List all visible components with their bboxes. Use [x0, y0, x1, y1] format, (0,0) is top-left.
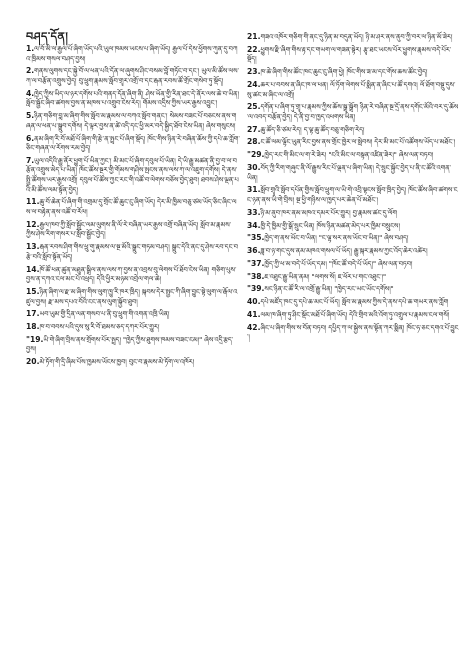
entry-text: བོད་ཀྱི་རིག་གཞུང་ནི་ལོ་རྒྱུས་རིང་པོ་ལྡན་པ་ཞིག་ཡིན། དེ་སྲུང་སྐྱོང་བྱེད་པ་ནི་ང་ཚོའི་འགན་ཡིན། — [247, 164, 452, 182]
numbered-entry — [26, 322, 240, 333]
entry-number: 40. — [247, 297, 261, 307]
numbered-entry — [26, 134, 240, 154]
numbered-entry — [247, 297, 459, 308]
entry-text: སློབ་གྲྭའི་སློབ་དཔོན་གྱིས་སློབ་ཕྲུག་ལ་ཡི་གེ་འབྲི་སྟངས་སློབ་ཁྲིད་བྱེད། ཁོང་ཚོས་ཞིབ་ཚགས་ངང་ཉན་ནས་ཡི་གེ་བྲིས། སྔ་ཕྱི་གཉིས་ལ་ཁྱད་པར་ཆེན་པོ་མཐོང་། — [247, 186, 458, 204]
numbered-entry — [247, 246, 459, 257]
numbered-entry — [247, 310, 459, 321]
entry-text: ཉིན་གཅིག་བླ་མ་ཞིག་གིས་སློབ་མ་རྣམས་ལ་བཀའ་སློབ་གནང་། སེམས་བཟང་པོ་བཅངས་ནས་གཞན་ལ་ཕན་པ་སྒྲུབ་དགོས། དེ་ལྟར་བྱས་ན་ཚེ་འདི་དང་ཕྱི་མར་བདེ་སྐྱིད་ཐོབ་ངེས་ཡིན། ཞེས་གསུངས། — [26, 112, 237, 130]
entry-number: 28. — [247, 137, 261, 147]
numbered-entry — [247, 272, 459, 283]
entry-number: 27. — [247, 124, 261, 134]
numbered-entry — [26, 309, 240, 320]
entry-number: 31. — [247, 185, 261, 195]
entry-number: "29. — [247, 150, 265, 160]
entry-number: 17. — [26, 309, 40, 319]
entry-text: རྒན་རབས་ཤིག་གིས་ཕྲུ་གུ་རྣམས་ལ་སྔ་མོའི་སྒྲུང་གཏམ་བཤད། སྒྲུང་དེའི་ནང་དུ་ཤེས་རབ་དང་བརྩེ་བའི་སློབ་སྟོན་ཡོད། — [26, 243, 239, 261]
entry-number: "37. — [247, 258, 265, 268]
page-title: བཤད་དོན། — [26, 30, 69, 43]
entry-text: ཉིན་ཞིག་ལ་རྫ་མ་ཞིག་གིས་ལུག་ཁྱུ་རི་ཁར་ཁྲིད། སྐབས་དེར་སྤྱང་ཀི་ཞིག་བྱུང་སྟེ་ལུག་ལ་རྒོལ་འཛུལ་བྱས། རྫ་མས་དཔའ་བོའི་ངང་ནས་ལུག་སྐྱོབ་ཐུབ། — [26, 287, 238, 306]
entry-number: 15. — [26, 286, 40, 296]
entry-text: དགོན་པ་ཞིག་ཏུ་གྲྭ་པ་རྣམས་ཀྱིས་ཆོས་སྒྲ་སྒྲོག ཉིན་རེ་བཞིན་སྔ་དྲོ་ནས་དགོང་མོའི་བར་དུ་ཆོས་ལ་འབད་བརྩོན་བྱེད། དེ་ནི་བྱ་བ་ཁྱད་འཕགས་ཡིན། — [247, 103, 459, 121]
entry-number: 21. — [247, 32, 261, 41]
entry-number: 42. — [247, 322, 261, 332]
entry-text: རྒྱལ་ཁབ་ཀྱི་སློབ་སྦྱོང་ལམ་ལུགས་ནི་ལོ་རེ་བཞིན་ཡར་རྒྱས་འགྲོ་བཞིན་ཡོད། སློབ་མ་རྣམས་ཀྱིས་ཤེས་རིག་གསར་པ་སློབ་སྦྱོང་བྱེད། — [26, 220, 232, 239]
entry-number: "38. — [247, 271, 265, 281]
numbered-entry — [247, 125, 459, 136]
numbered-entry — [26, 44, 240, 64]
entry-number: 5. — [26, 111, 35, 121]
entry-text: ཁ་ཆེ་ཞིག་གིས་ཚོང་ཁང་ཆུང་ངུ་ཞིག་ཕྱེ། ཁོང་གིས་ཟ་མ་དང་གོས་ཆས་ཚོང་བྱེད། — [260, 68, 428, 77]
entry-number: 12. — [26, 219, 40, 229]
numbered-entry — [247, 163, 459, 183]
entry-number: 23. — [247, 67, 261, 77]
numbered-entry — [247, 221, 459, 232]
numbered-entry — [26, 242, 240, 262]
entry-number: 36. — [247, 246, 261, 256]
entry-text: ཞིང་པ་ཞིག་གིས་ས་བོན་བཏབ། དཔྱིད་ཀ་ལ་སྐྱེས་ནས་སྟོན་ཀར་སྨིན། ཁོང་ཧ་ཅང་དགའ་པོ་བྱུང་། — [247, 323, 459, 342]
numbered-entry — [26, 156, 240, 195]
numbered-entry — [26, 335, 240, 355]
numbered-entry — [247, 208, 459, 219]
entry-text: ཁྱེད་ཀྱིས་ཡིད་ལ་ཉར་དགོས་པའི་གནད་དོན་ཞིག་ནི། ཤེས་ཡོན་གྱི་རིན་ཐང་དེ་ནོར་ལས་ཆེ་བ་ཡིན། སློབ་སྦྱོང་ཞིབ་ཚགས་བྱས་ན་མཁས་པ་འགྲུབ་ངེས་རེད། གོམས་འདྲིས་ཀྱིས་ཡར་རྒྱས་འབྱུང་། — [26, 89, 239, 108]
numbered-entry — [247, 185, 459, 205]
entry-text: ཁ་བ་བབས་པའི་དུས་སུ་རི་བོ་ཐམས་ཅད་དཀར་པོར་གྱུར། — [39, 323, 160, 332]
numbered-entry — [26, 66, 240, 86]
entry-text: ཁྱེད་རང་གི་མིང་ལ་ག་རེ་ཟེར། "ངའི་མིང་ལ་བསྟན་འཛིན་ཟེར།" ཞེས་ལན་བཏབ། — [264, 151, 434, 160]
entry-text: ཆར་པ་བབས་ན་ཞིང་ཁ་ལ་ཕན། ལོ་ཏོག་ལེགས་པོ་སྨིན་ན་ཞིང་པ་ཚོ་དགའ། ལོ་ཐོག་བསྡུ་དུས་སུ་ཚང་མ་ཞིང་ལ་འགྲོ། — [247, 80, 456, 99]
entry-number: 7. — [26, 155, 35, 165]
entry-number: 14. — [26, 264, 40, 274]
entry-text: ཁྱོད་ཀྱི་ཕ་མ་བདེ་པོ་ཡོད་དམ། "ཁོང་ཚོ་བདེ་པོ་ཡོད།" ཞེས་ལན་བཏབ། — [264, 259, 413, 268]
entry-text: ཡི་གེ་ཞིག་བྲིས་ནས་གྲོགས་པོར་སྤྲད། "ཁྱེད་ཀྱིས་ཐུགས་ཁམས་བཟང་ངམ།" ཞེས་འདྲི་རྩད་བྱས། — [26, 335, 234, 354]
entry-text: ཡབ་ཡུམ་གྱི་དྲིན་ལན་གསབ་པ་ནི་བུ་ཕྲུག་གི་འགན་འཁྲི་ཡིན། — [39, 310, 170, 319]
entry-text: ཕྱུགས་རྫི་ཞིག་གིས་རྟ་དང་གཡག་ལ་གཟན་སྟེར། རྩྭ་ཐང་ཡངས་པོར་ཕྱུགས་རྣམས་བདེ་པོར་སྡོད། — [247, 45, 452, 64]
entry-text: ཆུ་བོ་ཆེན་པོ་ཞིག་གི་འགྲམ་དུ་གྲོང་ཚོ་ཆུང་ངུ་ཞིག་ཡོད། དེར་མི་ཁྱིམ་བཅུ་ཙམ་ཡོད་ཅིང་ཞིང་ལས་ལ་བརྟེན་ནས་འཚོ་བ་རོལ། — [26, 198, 237, 217]
entry-text: ཁྱེད་ག་ནས་ཡོང་བ་ཡིན། "ང་ལྷ་སར་ནས་ཡོང་བ་ཡིན།" ཞེས་བཤད། — [264, 234, 409, 243]
entry-number: 2. — [26, 66, 35, 76]
entry-text: ཁྱི་དེ་ཁྱིམ་གྱི་སྒོ་སྲུང་ཡིན། ཁོས་ཉིན་མཚན་མེད་པར་ཁྱིམ་བསྲུངས། — [260, 221, 400, 230]
numbered-entry — [26, 89, 240, 109]
numbered-entry — [26, 265, 240, 285]
numbered-entry — [26, 220, 240, 240]
entry-text: ང་ཚོ་ལམ་ལྷོང་ཡུན་རིང་བྱས་ནས་གྲོང་ཁྱེར་ལ་སླེབས། དེར་མི་མང་པོ་འཚོགས་ཡོད་པ་མཐོང་། — [260, 138, 456, 147]
left-column — [26, 44, 240, 370]
entry-number: "35. — [247, 233, 265, 243]
entry-text: ལམ་ཁ་ཞིག་ཏུ་ཤིང་སྡོང་མཐོ་པོ་ཞིག་ཡོད། དེའི་གྲིབ་མའི་འོག་ཏུ་འགྲུལ་པ་རྣམས་ངལ་གསོ། — [260, 311, 450, 320]
numbered-entry — [26, 197, 240, 217]
entry-text: ནམ་ཞིག་རི་བོ་མཐོ་པོ་ཞིག་གི་རྩེ་ན་སྤྲང་པོ་ཞིག་སྡོད། ཁོང་གིས་ཉིན་རེ་བཞིན་ཆོས་ཀྱི་དཔེ་ཆ་ཀློག་ཅིང་གཞན་ལ་རོགས་རམ་བྱེད། — [26, 134, 240, 153]
entry-text: ཉི་མ་ནུབ་ཁར་ནམ་མཁའ་དམར་པོར་གྱུར། བྱ་རྣམས་ཚང་དུ་ལོག — [260, 208, 397, 217]
numbered-entry — [247, 284, 459, 295]
entry-number: "39. — [247, 284, 265, 294]
entry-number: 34. — [247, 220, 261, 230]
entry-number: 41. — [247, 310, 261, 320]
numbered-entry — [247, 67, 459, 78]
entry-text: གནས་ལུགས་དང་སྐྱེ་བོ་ལ་ཕན་པའི་དོན་ལ་ཞུགས་ཤིང་བསམ་བློ་གཏོང་བ་དང་། ཡུལ་མི་ཚོས་ལས་ཀ་ལ་བརྩོན་འགྲུས་བྱེད། བུ་ཕྲུག་རྣམས་སློབ་གྲྭར་འགྲོ་བ་དང་རྒན་རབས་ཚོ་གྲོང་གསེབ་ཏུ་སྡོད། — [26, 67, 239, 85]
entry-text: ཟླ་བ་ཉ་གང་དུས་ནམ་མཁའ་གསལ་པོ་ཡོད། རྒྱུ་སྐར་རྣམས་ཀྱང་འོད་ཆེར་འཚེར། — [260, 247, 428, 256]
entry-number: 20. — [26, 357, 40, 367]
numbered-entry — [247, 323, 459, 343]
numbered-entry — [247, 259, 459, 270]
entry-text: ཁོ་ཚོ་ཕན་ཚུན་མཐུན་སྒྲིལ་ནས་ལས་ཀ་བྱས་ན་འབྲས་བུ་ལེགས་པོ་ཐོབ་ངེས་ཡིན། གཅིག་པུས་བྱས་ན་དཀའ་ངལ་མང་པོ་འཕྲད། དེའི་ཕྱིར་མཉམ་འབྲེལ་གལ་ཆེ། — [26, 265, 237, 284]
entry-text: ཇ་འཐུང་རྒྱུ་ཡིན་ནམ། "ལགས་སོ། ཇ་ཕོར་པ་གང་འཐུང་།" — [264, 272, 386, 281]
entry-number: 11. — [26, 197, 40, 207]
entry-number: 30. — [247, 163, 261, 173]
numbered-entry — [247, 233, 459, 244]
numbered-entry — [247, 137, 459, 148]
entry-text: གཟའ་འཁོར་གཅིག་གི་ནང་དུ་ཉིན་མ་བདུན་ཡོད། ཉི་མ་ཤར་ནས་ནུབ་ཀྱི་བར་ལ་ཉིན་མོ་ཟེར། — [260, 33, 453, 41]
entry-number: 4. — [26, 88, 35, 98]
entry-text: ཡུལ་འདིའི་རྒྱུ་ནོར་ཕྱུག་པོ་ཡིན་ཀྱང་། མི་མང་པོ་ཞིག་དབུལ་པོ་ཡིན། དེ་ཡི་རྒྱུ་མཚན་ནི་བྱ་བ་ལ་བརྩོན་འགྲུས་མེད་པ་ཡིན། ཁོང་ཚོས་སྔར་གྱི་གོམས་གཤིས་སྤངས་ནས་ལས་ཀ་ལ་འཇུག་དགོས། དེ་ནས་སྤྱི་ཚོགས་ཡར་རྒྱས་འགྲོ། དབུལ་པོ་ཚོས་ཀྱང་རང་གི་འཚོ་བ་ལེགས་བཅོས་བྱེད་ཐུབ། ཐབས་ཤེས་ལྡན་པའི་མི་ཚོས་ལམ་སྟོན་བྱེད། — [26, 156, 239, 194]
entry-text: ཆུ་ཚོད་ཅི་ཙམ་རེད། ད་ལྟ་ཆུ་ཚོད་བཅུ་གཅིག་རེད། — [260, 125, 365, 134]
numbered-entry — [26, 287, 240, 307]
entry-number: 22. — [247, 44, 261, 54]
numbered-entry — [247, 150, 459, 161]
entry-number: 1. — [26, 44, 35, 53]
entry-text: ལ་བོ་མི་ལ་རྒྱལ་པོ་ཞིག་ཡོད་པའི་ཡུལ་ཁམས་ཡངས་པ་ཞིག་ཡོད། རྒྱལ་པོ་དེས་ཕྱོགས་ཀུན་དུ་བཀའ་ཁྲིམས་གསལ་བཤད་བྱས། — [26, 45, 238, 63]
entry-number: 33. — [247, 207, 261, 217]
entry-number: 13. — [26, 242, 40, 252]
numbered-entry — [247, 80, 459, 100]
entry-text: དཔེ་མཛོད་ཁང་དུ་དཔེ་ཆ་མང་པོ་ཡོད། སློབ་མ་རྣམས་ཀྱིས་དེ་ནས་དཔེ་ཆ་གཡར་ནས་ཀློག — [260, 298, 449, 307]
right-column — [247, 32, 459, 345]
numbered-entry — [26, 357, 240, 368]
numbered-entry — [247, 45, 459, 65]
entry-text: མེ་ཏོག་གི་དྲི་ཞིམ་པོས་ཁྱམས་ཡོངས་ཁྱབ། བུང་བ་རྣམས་མེ་ཏོག་ལ་འཁོར། — [39, 358, 195, 367]
entry-number: 6. — [26, 133, 35, 143]
numbered-entry — [26, 111, 240, 131]
entry-number: 24. — [247, 79, 261, 89]
entry-number: 18. — [26, 322, 40, 332]
entry-number: "19. — [26, 334, 44, 344]
entry-text: སང་ཉིན་ང་ཚོ་རི་ལ་འགྲོ་རྒྱུ་ཡིན། "ཁྱེད་རང་ཡང་ཡོང་དགོས།" — [264, 285, 394, 294]
entry-number: 25. — [247, 102, 261, 112]
numbered-entry — [247, 32, 459, 43]
numbered-entry — [247, 102, 459, 122]
